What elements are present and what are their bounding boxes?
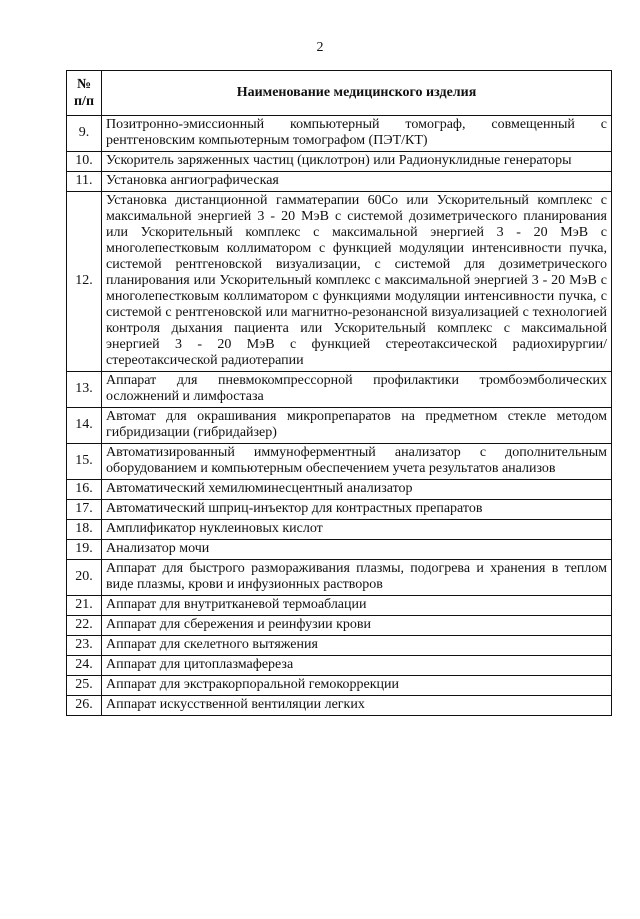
row-device-name: Установка ангиографическая — [102, 172, 612, 192]
table-row — [67, 696, 612, 716]
table-row — [67, 372, 612, 408]
table-row — [67, 636, 612, 656]
row-device-name: Анализатор мочи — [102, 540, 612, 560]
table-row — [67, 500, 612, 520]
table-row — [67, 408, 612, 444]
medical-devices-table-container — [66, 70, 611, 716]
table-row — [67, 520, 612, 540]
row-device-name: Амплификатор нуклеиновых кислот — [102, 520, 612, 540]
table-row — [67, 540, 612, 560]
table-row — [67, 152, 612, 172]
row-number: 23. — [67, 636, 102, 656]
table-row — [67, 444, 612, 480]
row-number: 18. — [67, 520, 102, 540]
table-row — [67, 192, 612, 372]
medical-devices-table — [66, 70, 612, 716]
row-number: 12. — [67, 192, 102, 372]
row-number: 15. — [67, 444, 102, 480]
row-device-name: Аппарат для скелетного вытяжения — [102, 636, 612, 656]
row-device-name: Аппарат для цитоплазмафереза — [102, 656, 612, 676]
row-device-name: Автоматический шприц-инъектор для контрастных препаратов — [102, 500, 612, 520]
row-device-name: Установка дистанционной гамматерапии 60Со или Ускорительный комплекс с максимальной энергией 3 - 20 МэВ с системой дозиметрического планирования или Ускорительный комплекс с максимальной энергией 3 - 20 МэВ с многолепестковым коллиматором с функцией модуляции интенсивности пучка, системой рентгеновской визуализации, с системой для дозиметрического планирования или Ускорительный комплекс с максимальной энергией 3 - 20 МэВ с многолепестковым коллиматором с функциями модуляции интенсивности пучка, с системой с рентгеновской или магнитно-резонансной визуализацией с технологией контроля дыхания пациента или Ускорительный комплекс с максимальной энергией 3 - 20 МэВ с функцией стереотаксической радиохирургии/стереотаксической радиотерапии — [102, 192, 612, 372]
table-row — [67, 676, 612, 696]
row-device-name: Автоматизированный иммуноферментный анализатор с дополнительным оборудованием и компьютерным обеспечением учета результатов анализов — [102, 444, 612, 480]
table-row — [67, 656, 612, 676]
table-row — [67, 116, 612, 152]
row-number: 14. — [67, 408, 102, 444]
column-header-number-line1: № — [76, 77, 92, 92]
row-number: 16. — [67, 480, 102, 500]
row-device-name: Автоматический хемилюминесцентный анализатор — [102, 480, 612, 500]
row-number: 19. — [67, 540, 102, 560]
table-row — [67, 480, 612, 500]
row-number: 10. — [67, 152, 102, 172]
column-header-number-line2: п/п — [73, 94, 95, 109]
table-row — [67, 616, 612, 636]
row-number: 26. — [67, 696, 102, 716]
row-number: 24. — [67, 656, 102, 676]
column-header-name: Наименование медицинского изделия — [102, 71, 612, 116]
table-body — [67, 116, 612, 716]
row-device-name: Аппарат для пневмокомпрессорной профилактики тромбоэмболических осложнений и лимфостаза — [102, 372, 612, 408]
row-number: 20. — [67, 560, 102, 596]
table-header-row — [67, 71, 612, 116]
row-device-name: Аппарат для быстрого размораживания плазмы, подогрева и хранения в теплом виде плазмы, крови и инфузионных растворов — [102, 560, 612, 596]
row-device-name: Аппарат для сбережения и реинфузии крови — [102, 616, 612, 636]
row-device-name: Ускоритель заряженных частиц (циклотрон) или Радионуклидные генераторы — [102, 152, 612, 172]
row-number: 21. — [67, 596, 102, 616]
table-row — [67, 560, 612, 596]
row-device-name: Аппарат искусственной вентиляции легких — [102, 696, 612, 716]
row-device-name: Аппарат для внутритканевой термоаблации — [102, 596, 612, 616]
page-number: 2 — [316, 40, 324, 55]
table-row — [67, 172, 612, 192]
row-device-name: Автомат для окрашивания микропрепаратов на предметном стекле методом гибридизации (гибридайзер) — [102, 408, 612, 444]
row-number: 9. — [67, 116, 102, 152]
row-device-name: Позитронно-эмиссионный компьютерный томограф, совмещенный с рентгеновским компьютерным томографом (ПЭТ/КТ) — [102, 116, 612, 152]
row-number: 11. — [67, 172, 102, 192]
table-row — [67, 596, 612, 616]
row-number: 25. — [67, 676, 102, 696]
column-header-number — [67, 71, 102, 116]
row-number: 22. — [67, 616, 102, 636]
row-number: 17. — [67, 500, 102, 520]
row-device-name: Аппарат для экстракорпоральной гемокоррекции — [102, 676, 612, 696]
row-number: 13. — [67, 372, 102, 408]
